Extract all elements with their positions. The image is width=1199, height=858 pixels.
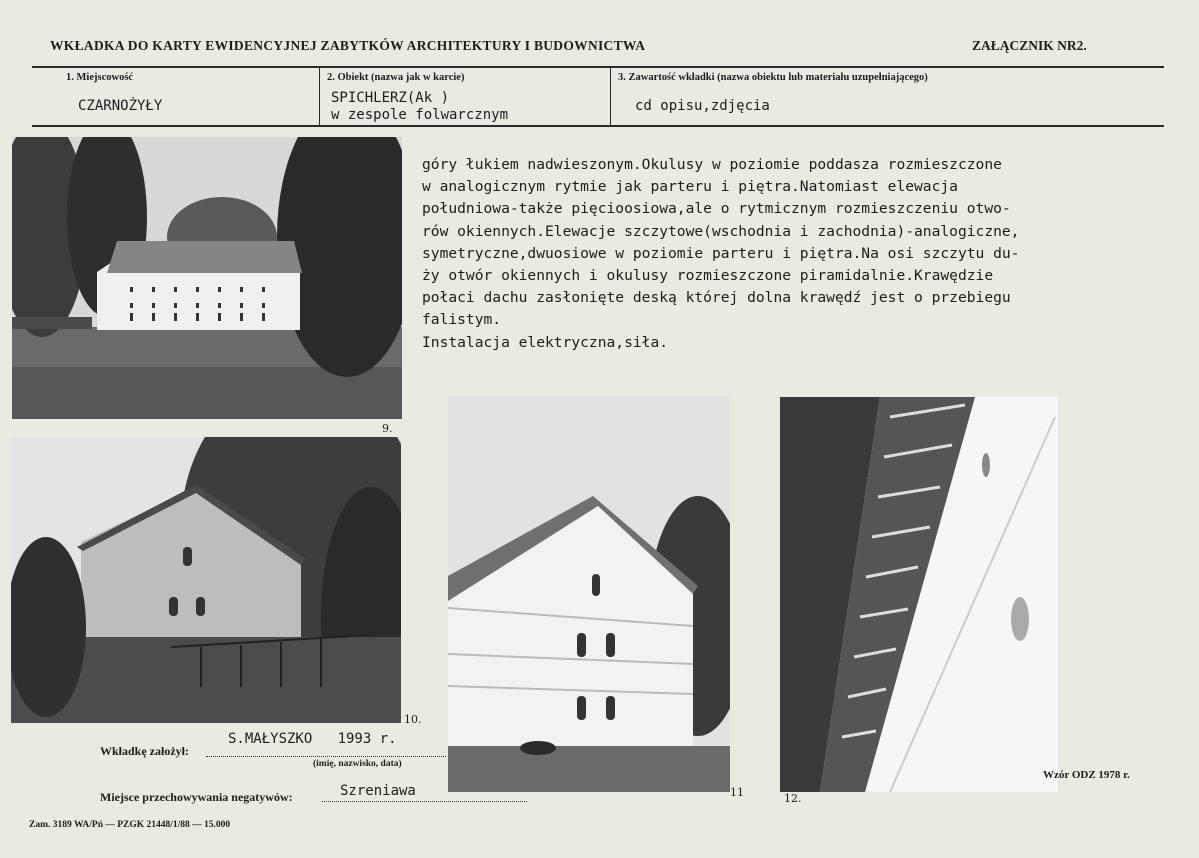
description-line: połaci dachu zasłonięte deską której dolna krawędź jest o przebiegu — [422, 289, 1011, 307]
field-divider-1 — [319, 67, 320, 126]
form-note: Wzór ODZ 1978 r. — [1043, 769, 1130, 781]
print-note: Zam. 3189 WA/Pń — PZGK 21448/1/88 — 15.000 — [29, 820, 231, 830]
founded-caption: (imię, nazwisko, data) — [313, 759, 402, 769]
object-label: 2. Obiekt (nazwa jak w karcie) — [327, 72, 465, 83]
negatives-value: Szreniawa — [340, 783, 416, 799]
field-divider-2 — [610, 67, 611, 126]
description-line: w analogicznym rytmie jak parteru i piętra.Natomiast elewacja — [422, 178, 958, 196]
description-line: falistym. — [422, 311, 502, 329]
document-title: WKŁADKA DO KARTY EWIDENCYJNEJ ZABYTKÓW ARCHITEKTURY I BUDOWNICTWA — [50, 38, 646, 53]
object-value-line1: SPICHLERZ(Ak ) — [331, 90, 450, 106]
description-line: rów okiennych.Elewacje szczytowe(wschodnia i zachodnia)-analogiczne, — [422, 222, 1020, 240]
founded-value: S.MAŁYSZKO 1993 r. — [228, 731, 397, 747]
content-value: cd opisu,zdjęcia — [635, 98, 770, 114]
description-text — [422, 154, 1122, 354]
description-line: symetryczne,dwuosiowe w poziomie parteru i piętra.Na osi szczytu du- — [422, 244, 1020, 262]
description-line: góry łukiem nadwieszonym.Okulusy w poziomie poddasza rozmieszczone — [422, 156, 1002, 173]
description-line: południowa-także pięcioosiowa,ale o rytmicznym rozmieszczeniu otwo- — [422, 200, 1011, 218]
photo-10-gable-wall — [11, 437, 401, 723]
photo-9-granary-facade — [12, 137, 402, 419]
negatives-dotted-line — [322, 801, 527, 802]
header-bottom-rule — [32, 125, 1164, 127]
photo-11-gable-elevation — [448, 396, 730, 792]
photo-9-number: 9. — [382, 422, 393, 435]
place-value: CZARNOŻYŁY — [78, 98, 163, 114]
negatives-label: Miejsce przechowywania negatywów: — [100, 790, 293, 804]
photo-12-number: 12. — [784, 792, 802, 805]
photo-11-number: 11 — [730, 786, 744, 799]
place-label: 1. Miejscowość — [66, 72, 134, 83]
photo-10-number: 10. — [404, 713, 422, 726]
content-label: 3. Zawartość wkładki (nazwa obiektu lub materiału uzupełniającego) — [618, 72, 928, 83]
founded-dotted-line — [206, 756, 446, 757]
description-line: Instalacja elektryczna,siła. — [422, 333, 669, 351]
photo-12-eaves-detail — [780, 397, 1058, 792]
description-line: ży otwór okiennych i okulusy rozmieszczone piramidalnie.Krawędzie — [422, 267, 994, 285]
header-top-rule — [32, 66, 1164, 68]
attachment-number: ZAŁĄCZNIK NR2. — [972, 38, 1087, 53]
founded-label: Wkładkę założył: — [100, 744, 189, 758]
object-value-line2: w zespole folwarcznym — [331, 107, 509, 123]
